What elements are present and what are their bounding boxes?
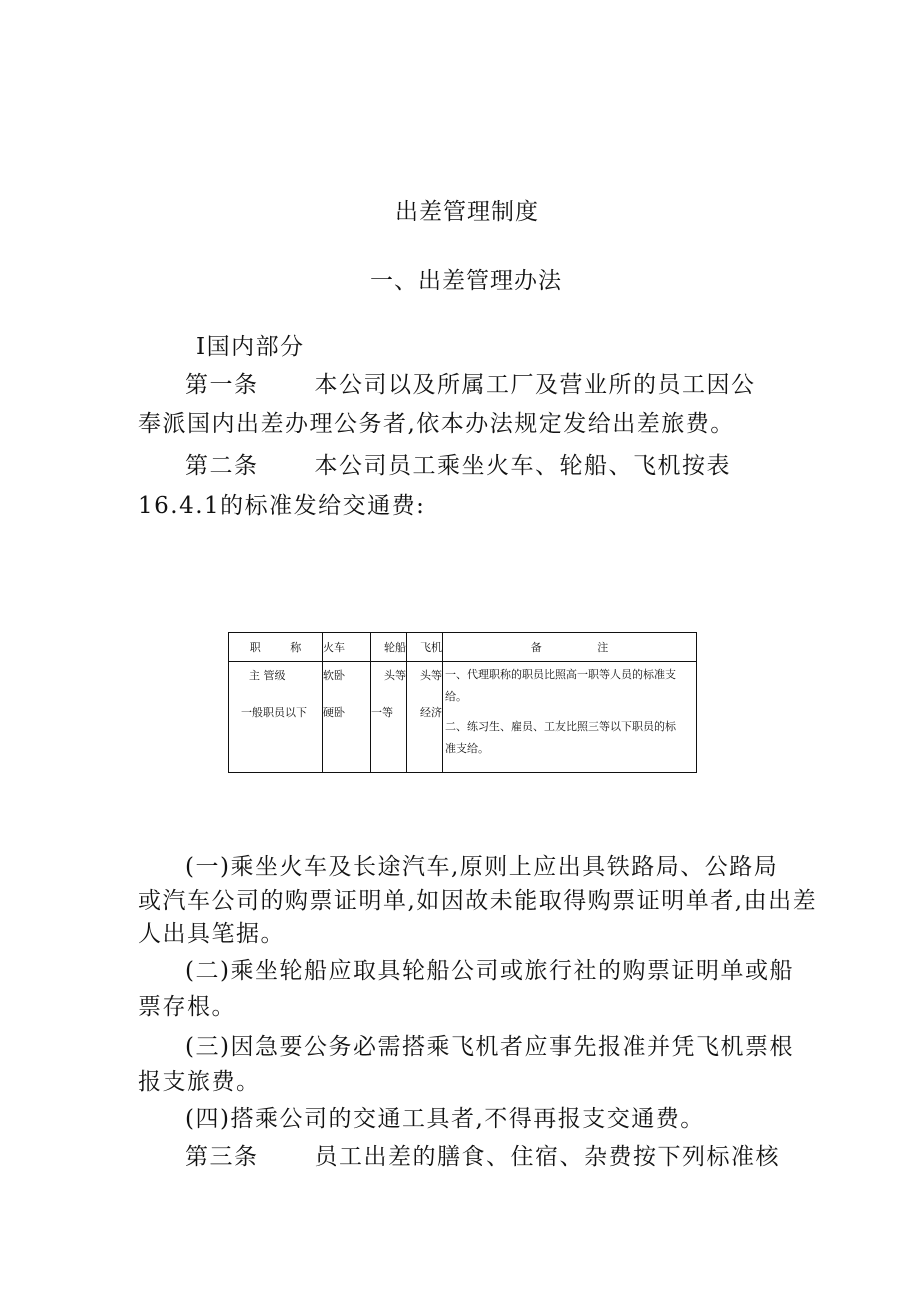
section-heading: 一、出差管理办法 — [370, 268, 562, 294]
note-1-line-2: 给。 — [445, 690, 467, 703]
item-3-line-2: 报支旅费。 — [138, 1069, 261, 1095]
note-2-line-2: 准支给。 — [445, 742, 489, 755]
plane-staff: 经济 — [420, 706, 442, 719]
ship-staff: 一等 — [371, 706, 393, 719]
article-2-text: 本公司员工乘坐火车、轮船、飞机按表 — [314, 453, 731, 479]
header-title-a: 职 — [249, 641, 261, 654]
title-cell — [229, 662, 323, 773]
item-2-line-1: (二)乘坐轮船应取具轮船公司或旅行社的购票证明单或船 — [185, 958, 794, 984]
ship-manager: 头等 — [384, 669, 406, 682]
train-cell — [323, 662, 371, 773]
plane-manager: 头等 — [420, 669, 442, 682]
header-ship: 轮船 — [371, 633, 407, 662]
article-3-line-1 — [185, 1138, 780, 1171]
item-1-line-2: 或汽车公司的购票证明单,如因故未能取得购票证明单者,由出差 — [138, 888, 818, 914]
article-2-line-1 — [185, 447, 731, 480]
header-title — [229, 633, 323, 662]
remark-cell — [443, 662, 697, 773]
title-staff: 一般职员以下 — [241, 706, 307, 719]
item-1-line-3: 人出具笔据。 — [138, 921, 285, 947]
article-3-label: 第三条 — [185, 1144, 259, 1170]
plane-cell — [407, 662, 443, 773]
article-1-line-1 — [185, 366, 756, 399]
title-manager: 主 管级 — [249, 669, 286, 682]
item-4-line-1: (四)搭乘公司的交通工具者,不得再报支交通费。 — [185, 1106, 705, 1132]
note-2-line-1: 二、练习生、雇员、工友比照三等以下职员的标 — [445, 720, 676, 733]
article-2-line-2: 16.4.1的标准发给交通费: — [138, 493, 426, 519]
item-2-line-2: 票存根。 — [138, 994, 236, 1020]
note-1-line-1: 一、代理职称的职员比照高一职等人员的标准支 — [445, 668, 676, 681]
article-3-text: 员工出差的膳食、住宿、杂费按下列标准核 — [314, 1144, 780, 1170]
part-heading: I国内部分 — [196, 334, 305, 360]
table-body-row — [229, 662, 697, 773]
document-title: 出差管理制度 — [395, 199, 539, 225]
header-train: 火车 — [323, 633, 371, 662]
train-manager: 软卧 — [323, 669, 345, 682]
train-staff: 硬卧 — [323, 706, 345, 719]
item-3-line-1: (三)因急要公务必需搭乘飞机者应事先报准并凭飞机票根 — [185, 1034, 794, 1060]
table-header-row — [229, 633, 697, 662]
header-remark — [443, 633, 697, 662]
ship-cell — [371, 662, 407, 773]
article-1-text: 本公司以及所属工厂及营业所的员工因公 — [314, 372, 756, 398]
item-1-line-1: (一)乘坐火车及长途汽车,原则上应出具铁路局、公路局 — [185, 854, 779, 880]
article-2-label: 第二条 — [185, 453, 259, 479]
header-plane: 飞机 — [407, 633, 443, 662]
header-title-b: 称 — [290, 641, 302, 654]
header-remark-a: 备 — [530, 641, 542, 654]
article-1-label: 第一条 — [185, 372, 259, 398]
article-1-line-2: 奉派国内出差办理公务者,依本办法规定发给出差旅费。 — [138, 411, 735, 437]
header-remark-b: 注 — [597, 641, 609, 654]
transport-fare-table — [228, 632, 697, 773]
